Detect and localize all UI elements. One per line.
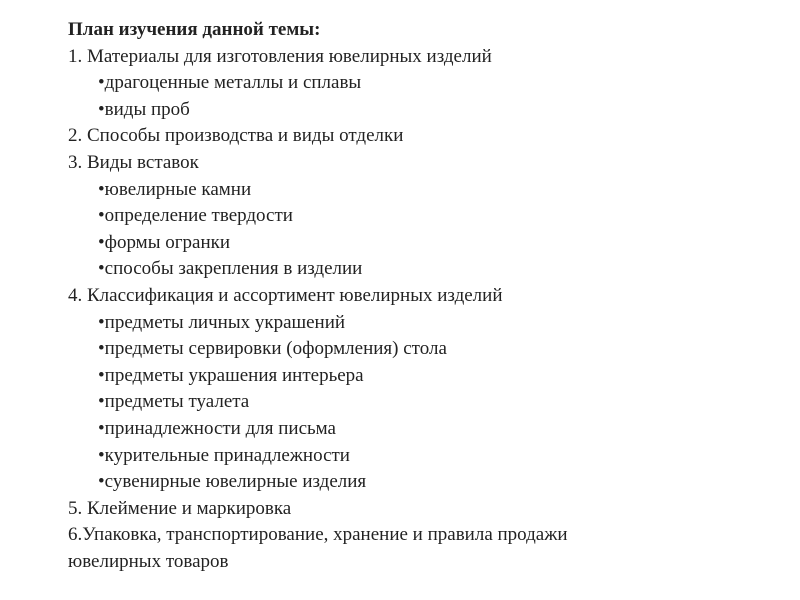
plan-subitem: •определение твердости	[98, 205, 293, 227]
plan-subitem: •курительные принадлежности	[98, 444, 350, 466]
plan-subitem: •принадлежности для письма	[98, 417, 336, 439]
plan-item: 2. Способы производства и виды отделки	[68, 125, 404, 147]
plan-list	[68, 44, 768, 576]
plan-subitem: •драгоценные металлы и сплавы	[98, 72, 362, 94]
study-plan	[68, 17, 768, 575]
plan-subitem: •предметы туалета	[98, 391, 250, 413]
plan-item: 4. Классификация и ассортимент ювелирных изделий	[68, 284, 503, 306]
plan-subitem: •предметы сервировки (оформления) стола	[98, 338, 447, 360]
plan-subitem: •ювелирные камни	[98, 178, 252, 200]
plan-title: План изучения данной темы:	[68, 19, 321, 40]
plan-subitem: •сувенирные ювелирные изделия	[98, 471, 367, 493]
plan-item: 5. Клеймение и маркировка	[68, 497, 292, 519]
plan-item: 1. Материалы для изготовления ювелирных изделий	[68, 45, 492, 67]
plan-subitem: •способы закрепления в изделии	[98, 258, 363, 280]
plan-item: 3. Виды вставок	[68, 151, 199, 173]
plan-subitem: •предметы украшения интерьера	[98, 364, 364, 386]
plan-item-continuation: ювелирных товаров	[68, 550, 229, 572]
plan-subitem: •формы огранки	[98, 231, 231, 253]
plan-item: 6.Упаковка, транспортирование, хранение и правила продажи	[68, 524, 568, 546]
plan-subitem: •виды проб	[98, 98, 190, 120]
plan-subitem: •предметы личных украшений	[98, 311, 346, 333]
